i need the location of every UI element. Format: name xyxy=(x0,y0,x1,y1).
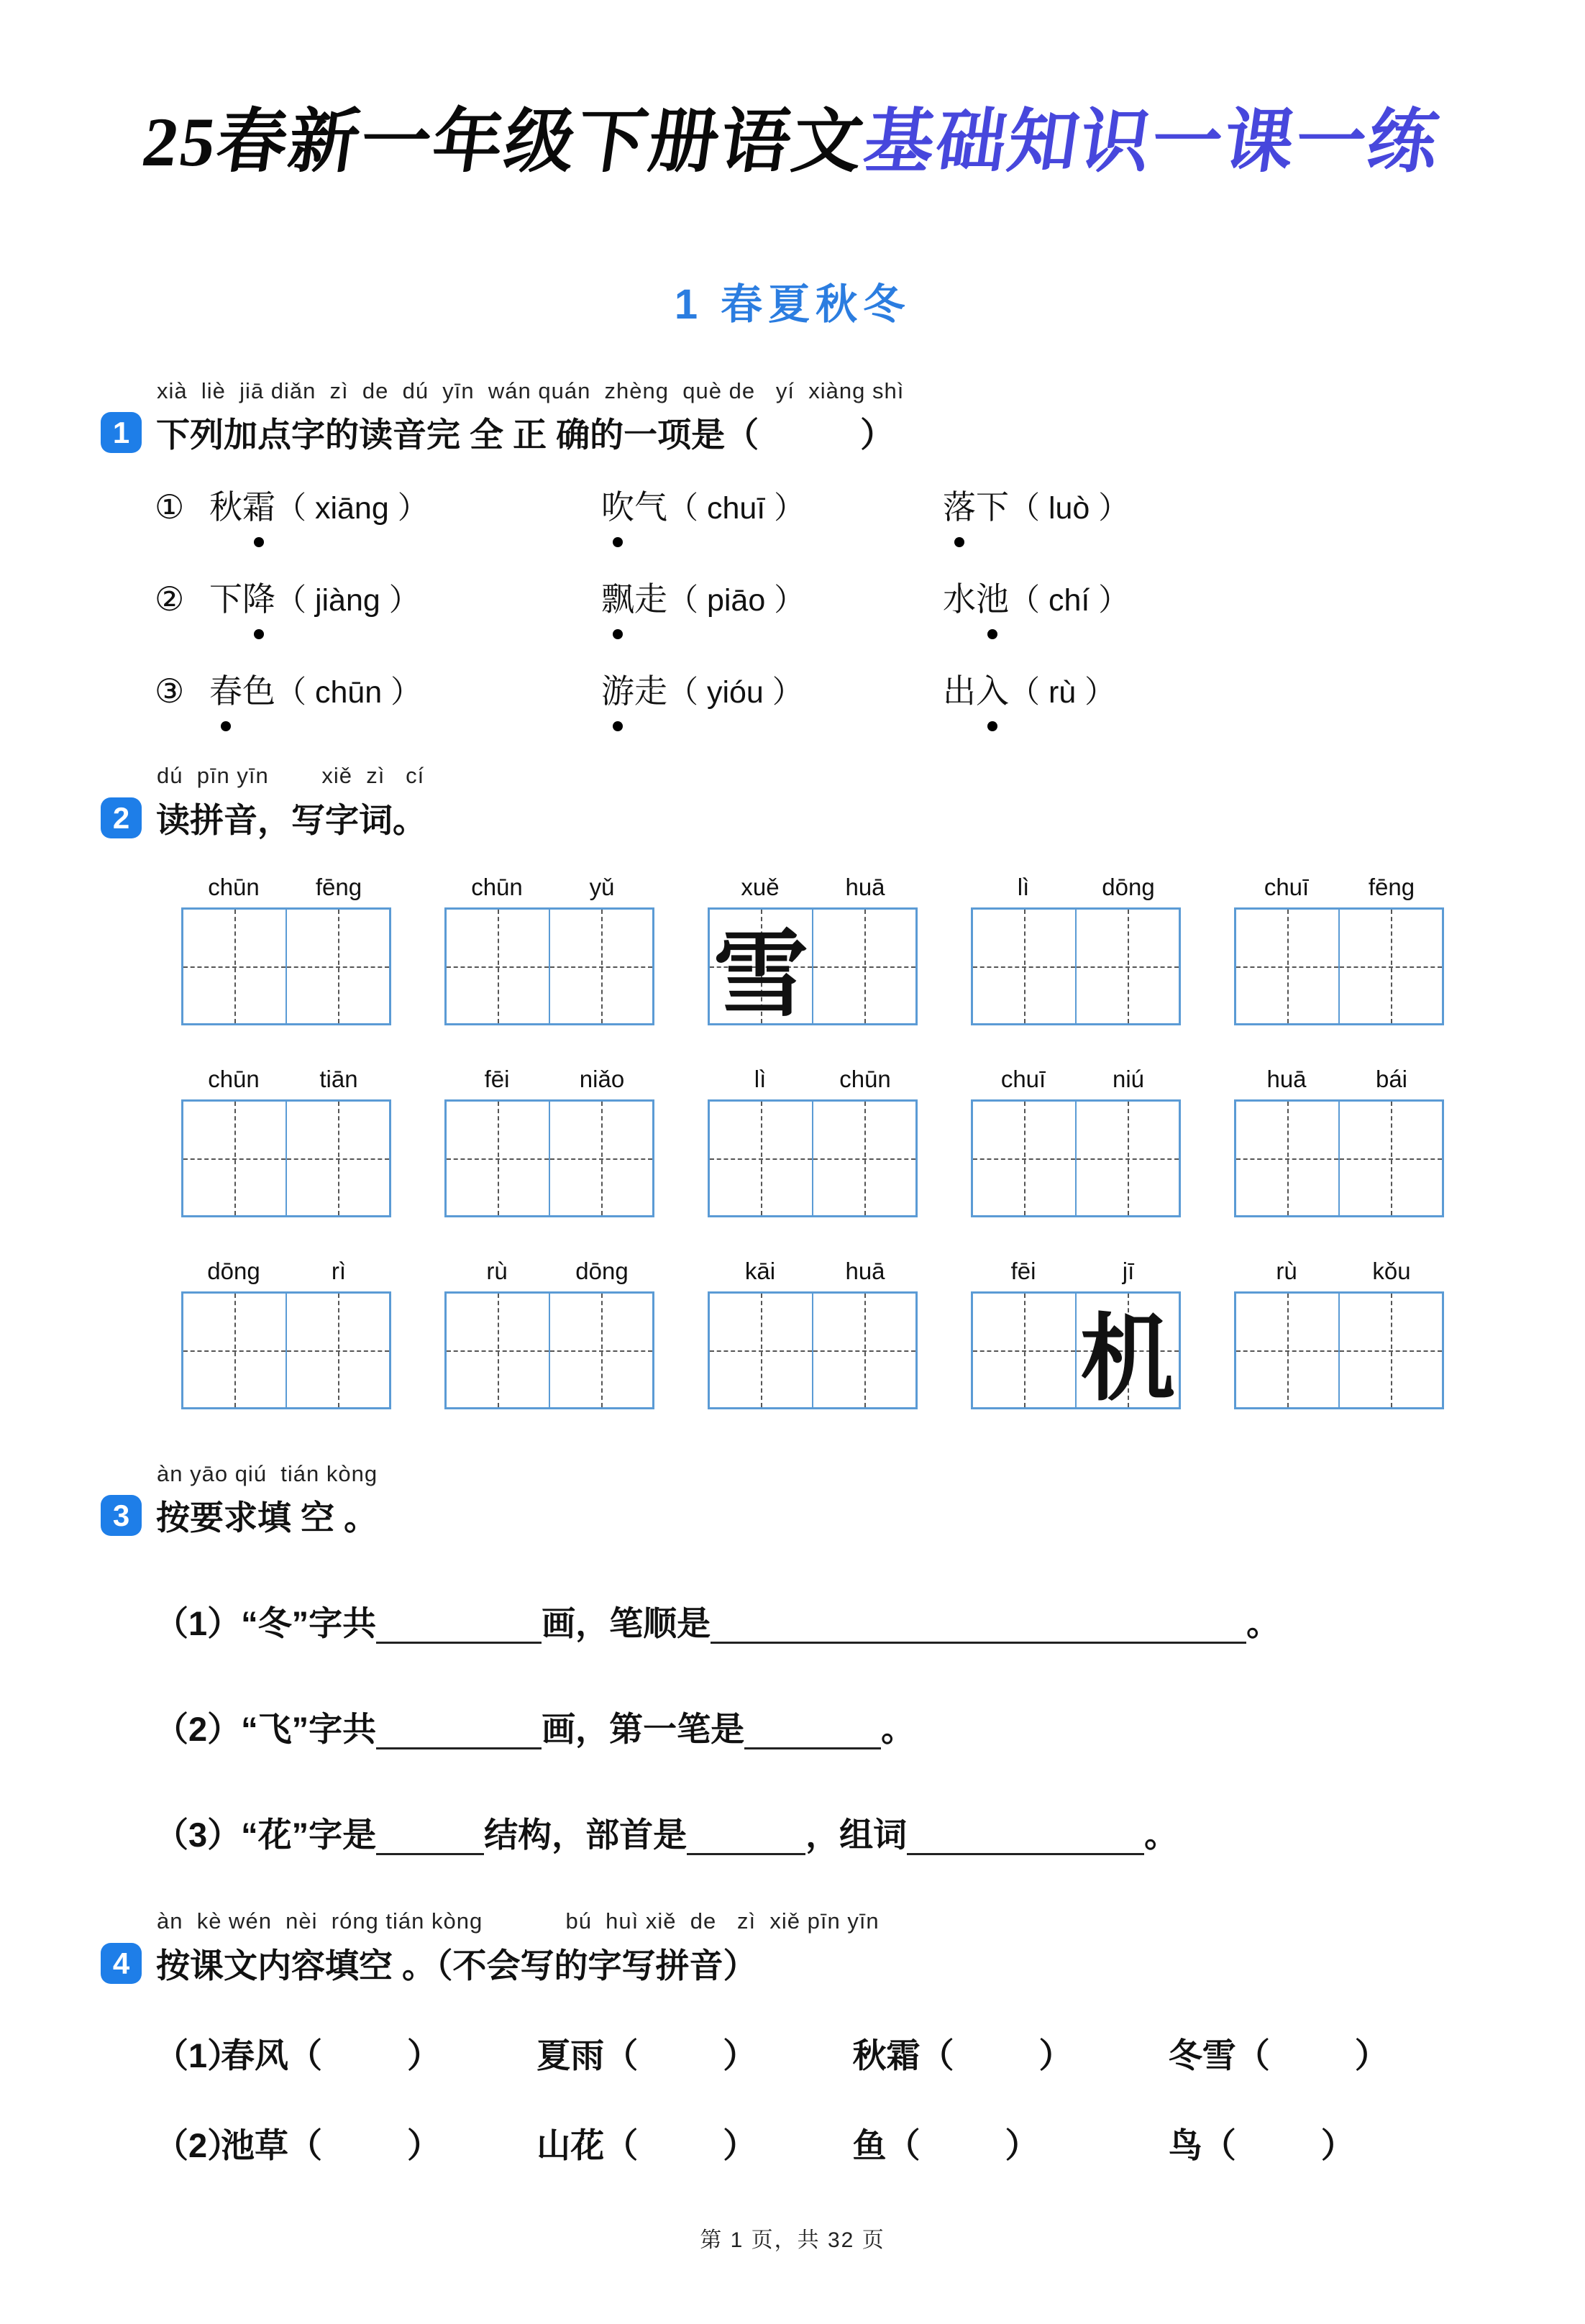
option-item xyxy=(601,481,943,529)
question-3-header xyxy=(101,1491,1484,1540)
option-item xyxy=(209,481,601,529)
paren-open: （ xyxy=(920,2036,954,2074)
paren-close: ） xyxy=(723,2126,757,2164)
pinyin-label: dōng xyxy=(1102,874,1155,900)
pinyin-label: rù xyxy=(1276,1258,1297,1284)
paren-close: ） xyxy=(1005,2126,1039,2164)
option-pinyin: （ yióu ） xyxy=(667,675,803,710)
option-row xyxy=(155,573,1484,621)
word-grid xyxy=(444,874,654,1025)
word-paren-group xyxy=(221,2119,536,2167)
answer-blank xyxy=(907,1816,1144,1855)
word: 池草 xyxy=(221,2126,288,2164)
option-word xyxy=(209,672,275,710)
writing-cell xyxy=(812,1102,915,1215)
word-grid xyxy=(1234,874,1444,1025)
question-1-header xyxy=(101,408,1484,457)
pinyin-label: rì xyxy=(331,1258,347,1284)
writing-grid xyxy=(181,907,391,1025)
writing-grid xyxy=(971,907,1181,1025)
question-2-number-badge: 2 xyxy=(101,797,142,838)
word: 秋霜 xyxy=(852,2036,921,2074)
option-row xyxy=(155,481,1484,529)
writing-cell xyxy=(710,910,812,1028)
pinyin-label: fēng xyxy=(315,874,362,900)
paren-open: （ xyxy=(604,2126,639,2164)
lesson-title: 1 春夏秋冬 xyxy=(674,281,911,328)
grid-pinyin xyxy=(708,1258,918,1285)
grid-pinyin xyxy=(971,1066,1181,1093)
question-4-header xyxy=(101,1939,1484,1987)
filled-character: 雪 xyxy=(713,923,808,1028)
writing-cell xyxy=(973,910,1075,1023)
pinyin-label: fēi xyxy=(484,1066,510,1092)
question-3-number-badge: 3 xyxy=(101,1495,142,1536)
option-word xyxy=(943,488,1009,526)
option-item xyxy=(943,481,1484,529)
option-label: ① xyxy=(155,488,185,526)
writing-cell xyxy=(1338,1102,1442,1215)
dotted-character: 降 xyxy=(242,573,275,621)
writing-grid xyxy=(1234,907,1444,1025)
page-title-blue: 基础知识一课一练 xyxy=(859,104,1445,180)
question-4-text: 按课文内容填空 。（不会写的字写拼音） xyxy=(156,1946,757,1985)
grid-pinyin xyxy=(181,874,391,901)
q2-grids xyxy=(181,874,1477,1412)
writing-grid xyxy=(1234,1099,1444,1217)
word-grid xyxy=(971,1066,1181,1217)
question-1-number-badge: 1 xyxy=(101,412,142,453)
writing-cell xyxy=(1236,1294,1338,1407)
text-segment: （2）“飞”字共 xyxy=(155,1710,377,1748)
grid-pinyin xyxy=(708,1066,918,1093)
word-paren-group xyxy=(853,2029,1169,2077)
fill-in-line xyxy=(155,1597,1484,1645)
question-1-pinyin: xià liè jiā diǎn zì de dú yīn wán quán zhèng què de yí xiàng shì xyxy=(157,378,905,403)
option-item xyxy=(601,573,943,621)
writing-cell xyxy=(1236,1102,1338,1215)
pinyin-label: huā xyxy=(845,1258,885,1284)
paren-close: ） xyxy=(1320,2126,1355,2164)
paren-close: ） xyxy=(1038,2036,1073,2074)
item-label: （1） xyxy=(155,2036,242,2074)
pinyin-label: jī xyxy=(1122,1258,1135,1284)
text-segment: ，组词 xyxy=(805,1816,908,1854)
writing-grid xyxy=(708,1291,918,1409)
option-pinyin: （ jiàng ） xyxy=(275,583,420,618)
pinyin-label: fēi xyxy=(1010,1258,1036,1284)
option-word xyxy=(601,488,667,526)
q4-items xyxy=(155,2029,1484,2167)
text-segment: 。 xyxy=(881,1710,915,1748)
grid-pinyin xyxy=(444,874,654,901)
fill-in-line xyxy=(155,2119,1484,2167)
writing-cell xyxy=(286,910,389,1023)
word-grid xyxy=(181,874,391,1025)
paren-open: （ xyxy=(288,2126,322,2164)
dotted-character: 游 xyxy=(601,665,634,713)
writing-cell xyxy=(183,1294,286,1407)
grid-pinyin xyxy=(444,1258,654,1285)
fill-in-line xyxy=(155,1808,1484,1857)
writing-cell xyxy=(447,1102,549,1215)
writing-cell xyxy=(812,910,915,1023)
dotted-character: 飘 xyxy=(601,573,634,621)
text-segment: 。 xyxy=(1144,1816,1179,1854)
grid-row xyxy=(181,1258,1477,1412)
pinyin-label: fēng xyxy=(1368,874,1415,900)
dotted-character: 池 xyxy=(976,573,1009,621)
writing-cell xyxy=(183,910,286,1023)
option-item xyxy=(943,573,1484,621)
writing-grid xyxy=(708,1099,918,1217)
grid-pinyin xyxy=(971,1258,1181,1285)
worksheet-page xyxy=(0,85,1585,2324)
word-grid xyxy=(1234,1258,1444,1409)
writing-grid xyxy=(181,1291,391,1409)
pinyin-label: yǔ xyxy=(589,874,615,900)
character: 走 xyxy=(634,672,667,710)
writing-grid xyxy=(181,1099,391,1217)
word-grid xyxy=(181,1066,391,1217)
writing-cell xyxy=(1338,1294,1442,1407)
answer-blank xyxy=(376,1816,484,1855)
dotted-character: 吹 xyxy=(601,481,634,529)
option-item xyxy=(209,665,601,713)
option-label: ③ xyxy=(155,672,185,710)
word-paren-group xyxy=(221,2029,536,2077)
paren-open: （ xyxy=(886,2126,921,2164)
page-footer: 第 1 页，共 32 页 xyxy=(700,2228,885,2252)
word-paren-group xyxy=(853,2119,1169,2167)
word: 鸟 xyxy=(1168,2126,1202,2164)
writing-cell xyxy=(447,1294,549,1407)
character: 水 xyxy=(943,580,976,618)
pinyin-label: kǒu xyxy=(1372,1258,1411,1284)
q1-options xyxy=(155,481,1484,713)
paren-close: ） xyxy=(723,2036,757,2074)
pinyin-label: niǎo xyxy=(579,1066,625,1092)
pinyin-label: chuī xyxy=(1000,1066,1046,1092)
writing-cell xyxy=(710,1102,812,1215)
question-2-text: 读拼音，写字词。 xyxy=(156,801,426,839)
paren-open: （ xyxy=(288,2036,322,2074)
pinyin-label: dōng xyxy=(575,1258,629,1284)
pinyin-label: niú xyxy=(1112,1066,1145,1092)
word-grid xyxy=(971,874,1181,1025)
word-grid xyxy=(708,874,918,1028)
character: 色 xyxy=(242,672,275,710)
answer-blank xyxy=(711,1604,1246,1644)
answer-blank xyxy=(744,1710,881,1749)
writing-grid xyxy=(971,1099,1181,1217)
text-segment: （1）“冬”字共 xyxy=(155,1604,377,1642)
word-paren-group xyxy=(1169,2119,1484,2167)
paren-open: （ xyxy=(1235,2036,1270,2074)
grid-row xyxy=(181,1066,1477,1217)
writing-cell xyxy=(447,910,549,1023)
writing-cell xyxy=(549,1102,652,1215)
option-pinyin: （ piāo ） xyxy=(667,583,805,618)
grid-pinyin xyxy=(181,1066,391,1093)
option-word xyxy=(209,488,275,526)
question-3-section xyxy=(101,1461,1484,1857)
writing-cell xyxy=(286,1102,389,1215)
text-segment: （3）“花”字是 xyxy=(155,1816,377,1854)
option-pinyin: （ chuī ） xyxy=(667,491,805,526)
word: 鱼 xyxy=(852,2126,887,2164)
writing-grid xyxy=(971,1291,1181,1412)
dotted-character: 春 xyxy=(209,665,242,713)
word: 冬雪 xyxy=(1168,2036,1236,2074)
option-label: ② xyxy=(155,580,185,618)
writing-grid xyxy=(708,907,918,1028)
writing-grid xyxy=(1234,1291,1444,1409)
word: 春风 xyxy=(221,2036,288,2074)
option-word xyxy=(943,672,1009,710)
fill-in-line xyxy=(155,2029,1484,2077)
answer-blank xyxy=(687,1816,805,1855)
pinyin-label: kāi xyxy=(744,1258,776,1284)
paren-close: ） xyxy=(407,2036,441,2074)
writing-cell xyxy=(1075,910,1179,1023)
option-pinyin: （ rù ） xyxy=(1009,675,1116,710)
paren-open: （ xyxy=(604,2036,639,2074)
option-word xyxy=(209,580,275,618)
writing-cell xyxy=(1075,1102,1179,1215)
writing-cell xyxy=(1075,1294,1179,1412)
character: 出 xyxy=(943,672,976,710)
pinyin-label: chuī xyxy=(1264,874,1310,900)
paren-open: （ xyxy=(1202,2126,1236,2164)
writing-cell xyxy=(183,1102,286,1215)
pinyin-label: huā xyxy=(845,874,885,900)
grid-pinyin xyxy=(181,1258,391,1285)
pinyin-label: tiān xyxy=(319,1066,358,1092)
grid-pinyin xyxy=(708,874,918,901)
grid-pinyin xyxy=(1234,874,1444,901)
q3-items xyxy=(155,1597,1484,1857)
dotted-character: 入 xyxy=(976,665,1009,713)
option-pinyin: （ xiāng ） xyxy=(275,491,429,526)
writing-cell xyxy=(549,1294,652,1407)
question-3-text: 按要求填 空 。 xyxy=(156,1499,378,1537)
text-segment: 。 xyxy=(1246,1604,1281,1642)
question-4-pinyin: àn kè wén nèi róng tián kòng bú huì xiě de zì xiě pīn yīn xyxy=(157,1908,880,1934)
writing-cell xyxy=(286,1294,389,1407)
grid-pinyin xyxy=(1234,1066,1444,1093)
option-word xyxy=(601,672,667,710)
pinyin-label: rù xyxy=(486,1258,508,1284)
character: 秋 xyxy=(209,488,242,526)
word-grid xyxy=(708,1066,918,1217)
writing-cell xyxy=(549,910,652,1023)
writing-cell xyxy=(812,1294,915,1407)
word-paren-group xyxy=(1169,2029,1484,2077)
character: 下 xyxy=(209,580,242,618)
option-pinyin: （ chūn ） xyxy=(275,675,422,710)
word-grid xyxy=(708,1258,918,1409)
question-1-section xyxy=(101,378,1484,713)
grid-pinyin xyxy=(444,1066,654,1093)
question-2-header xyxy=(101,794,1484,842)
pinyin-label: dōng xyxy=(207,1258,260,1284)
question-2-pinyin: dú pīn yīn xiě zì cí xyxy=(157,763,425,788)
pinyin-label: chūn xyxy=(208,874,260,900)
option-item xyxy=(209,573,601,621)
filled-character: 机 xyxy=(1080,1307,1175,1412)
word: 夏雨 xyxy=(536,2036,605,2074)
word-grid xyxy=(181,1258,391,1409)
text-segment: 画，笔顺是 xyxy=(542,1604,711,1642)
pinyin-label: chūn xyxy=(208,1066,260,1092)
text-segment: 结构，部首是 xyxy=(484,1816,688,1854)
dotted-character: 霜 xyxy=(242,481,275,529)
grid-row xyxy=(181,874,1477,1028)
pinyin-label: bái xyxy=(1375,1066,1408,1092)
writing-grid xyxy=(444,1099,654,1217)
grid-pinyin xyxy=(971,874,1181,901)
pinyin-label: lì xyxy=(754,1066,767,1092)
writing-grid xyxy=(444,907,654,1025)
word-grid xyxy=(444,1258,654,1409)
option-row xyxy=(155,665,1484,713)
character: 下 xyxy=(976,488,1009,526)
grid-pinyin xyxy=(1234,1258,1444,1285)
question-4-number-badge: 4 xyxy=(101,1943,142,1984)
writing-cell xyxy=(1338,910,1442,1023)
character: 气 xyxy=(634,488,667,526)
option-word xyxy=(601,580,667,618)
question-1-text: 下列加点字的读音完 全 正 确的一项是（ ） xyxy=(156,416,895,454)
pinyin-label: huā xyxy=(1266,1066,1307,1092)
option-pinyin: （ chí ） xyxy=(1009,583,1130,618)
paren-close: ） xyxy=(1354,2036,1389,2074)
page-title-black: 25春新一年级下册语文 xyxy=(137,104,870,180)
word-grid xyxy=(1234,1066,1444,1217)
page-title xyxy=(0,85,1585,186)
word-paren-group xyxy=(536,2029,852,2077)
option-item xyxy=(601,665,943,713)
writing-cell xyxy=(1236,910,1338,1023)
writing-cell xyxy=(973,1294,1075,1407)
option-item xyxy=(943,665,1484,713)
answer-blank xyxy=(376,1710,542,1749)
pinyin-label: chūn xyxy=(471,874,523,900)
fill-in-line xyxy=(155,1703,1484,1751)
writing-grid xyxy=(444,1291,654,1409)
item-label: （2） xyxy=(155,2126,242,2164)
text-segment: 画，第一笔是 xyxy=(542,1710,745,1748)
question-3-pinyin: àn yāo qiú tián kòng xyxy=(157,1461,378,1486)
word: 山花 xyxy=(536,2126,605,2164)
question-2-section xyxy=(101,757,1484,842)
pinyin-label: lì xyxy=(1017,874,1030,900)
pinyin-label: xuě xyxy=(741,874,780,900)
pinyin-label: chūn xyxy=(839,1066,891,1092)
option-word xyxy=(943,580,1009,618)
writing-cell xyxy=(973,1102,1075,1215)
writing-cell xyxy=(710,1294,812,1407)
option-pinyin: （ luò ） xyxy=(1009,491,1130,526)
question-4-section xyxy=(101,1903,1484,2167)
paren-close: ） xyxy=(407,2126,441,2164)
word-grid xyxy=(444,1066,654,1217)
word-grid xyxy=(971,1258,1181,1412)
answer-blank xyxy=(376,1604,542,1644)
character: 走 xyxy=(634,580,667,618)
word-paren-group xyxy=(536,2119,852,2167)
dotted-character: 落 xyxy=(943,481,976,529)
